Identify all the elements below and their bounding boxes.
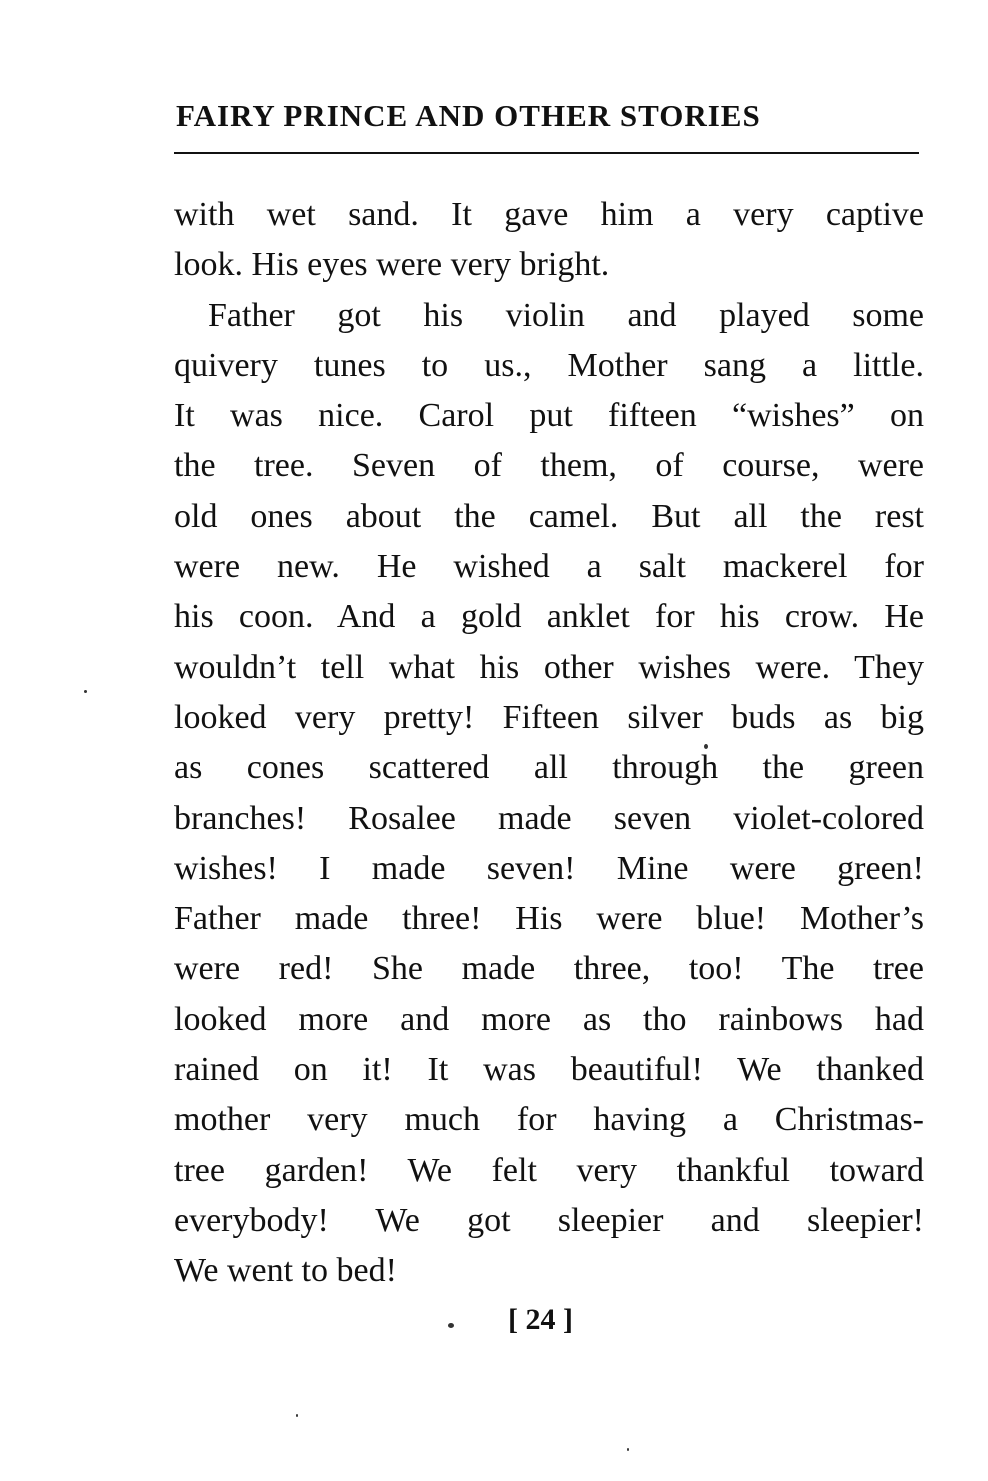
- running-head: FAIRY PRINCE AND OTHER STORIES: [176, 98, 761, 133]
- text-line: old ones about the camel. But all the rest: [174, 497, 924, 535]
- text-line: look. His eyes were very bright.: [174, 246, 610, 284]
- print-speck: [296, 1414, 298, 1417]
- text-line: tree garden! We felt very thankful toward: [174, 1151, 924, 1189]
- text-line: We went to bed!: [174, 1252, 397, 1290]
- text-line: looked very pretty! Fifteen silver buds as big: [174, 698, 924, 736]
- text-line: were red! She made three, too! The tree: [174, 950, 924, 988]
- text-line: Father got his violin and played some: [208, 296, 924, 334]
- text-line: branches! Rosalee made seven violet-colored: [174, 799, 924, 837]
- text-line: Father made three! His were blue! Mother’s: [174, 900, 924, 938]
- text-line: with wet sand. It gave him a very captive: [174, 196, 924, 233]
- text-line: quivery tunes to us., Mother sang a little.: [174, 346, 924, 384]
- print-speck: [627, 1448, 629, 1451]
- text-line: everybody! We got sleepier and sleepier!: [174, 1201, 924, 1239]
- text-line: the tree. Seven of them, of course, were: [174, 447, 924, 485]
- header-rule: [174, 152, 919, 154]
- text-line: wishes! I made seven! Mine were green!: [174, 849, 924, 887]
- text-line: were new. He wished a salt mackerel for: [174, 548, 924, 586]
- text-line: wouldn’t tell what his other wishes were. They: [174, 648, 924, 686]
- text-line: looked more and more as tho rainbows had: [174, 1000, 924, 1038]
- text-line: as cones scattered all through the green: [174, 749, 924, 787]
- body-text: [174, 190, 924, 1297]
- text-line: rained on it! It was beautiful! We thanked: [174, 1051, 924, 1089]
- print-speck: [448, 1323, 454, 1328]
- print-speck: [704, 744, 708, 749]
- print-speck: [84, 690, 87, 693]
- text-line: his coon. And a gold anklet for his crow. He: [174, 598, 924, 636]
- text-line: mother very much for having a Christmas-: [174, 1101, 924, 1139]
- page-number: [ 24 ]: [508, 1303, 573, 1336]
- text-line: It was nice. Carol put fifteen “wishes” on: [174, 397, 924, 435]
